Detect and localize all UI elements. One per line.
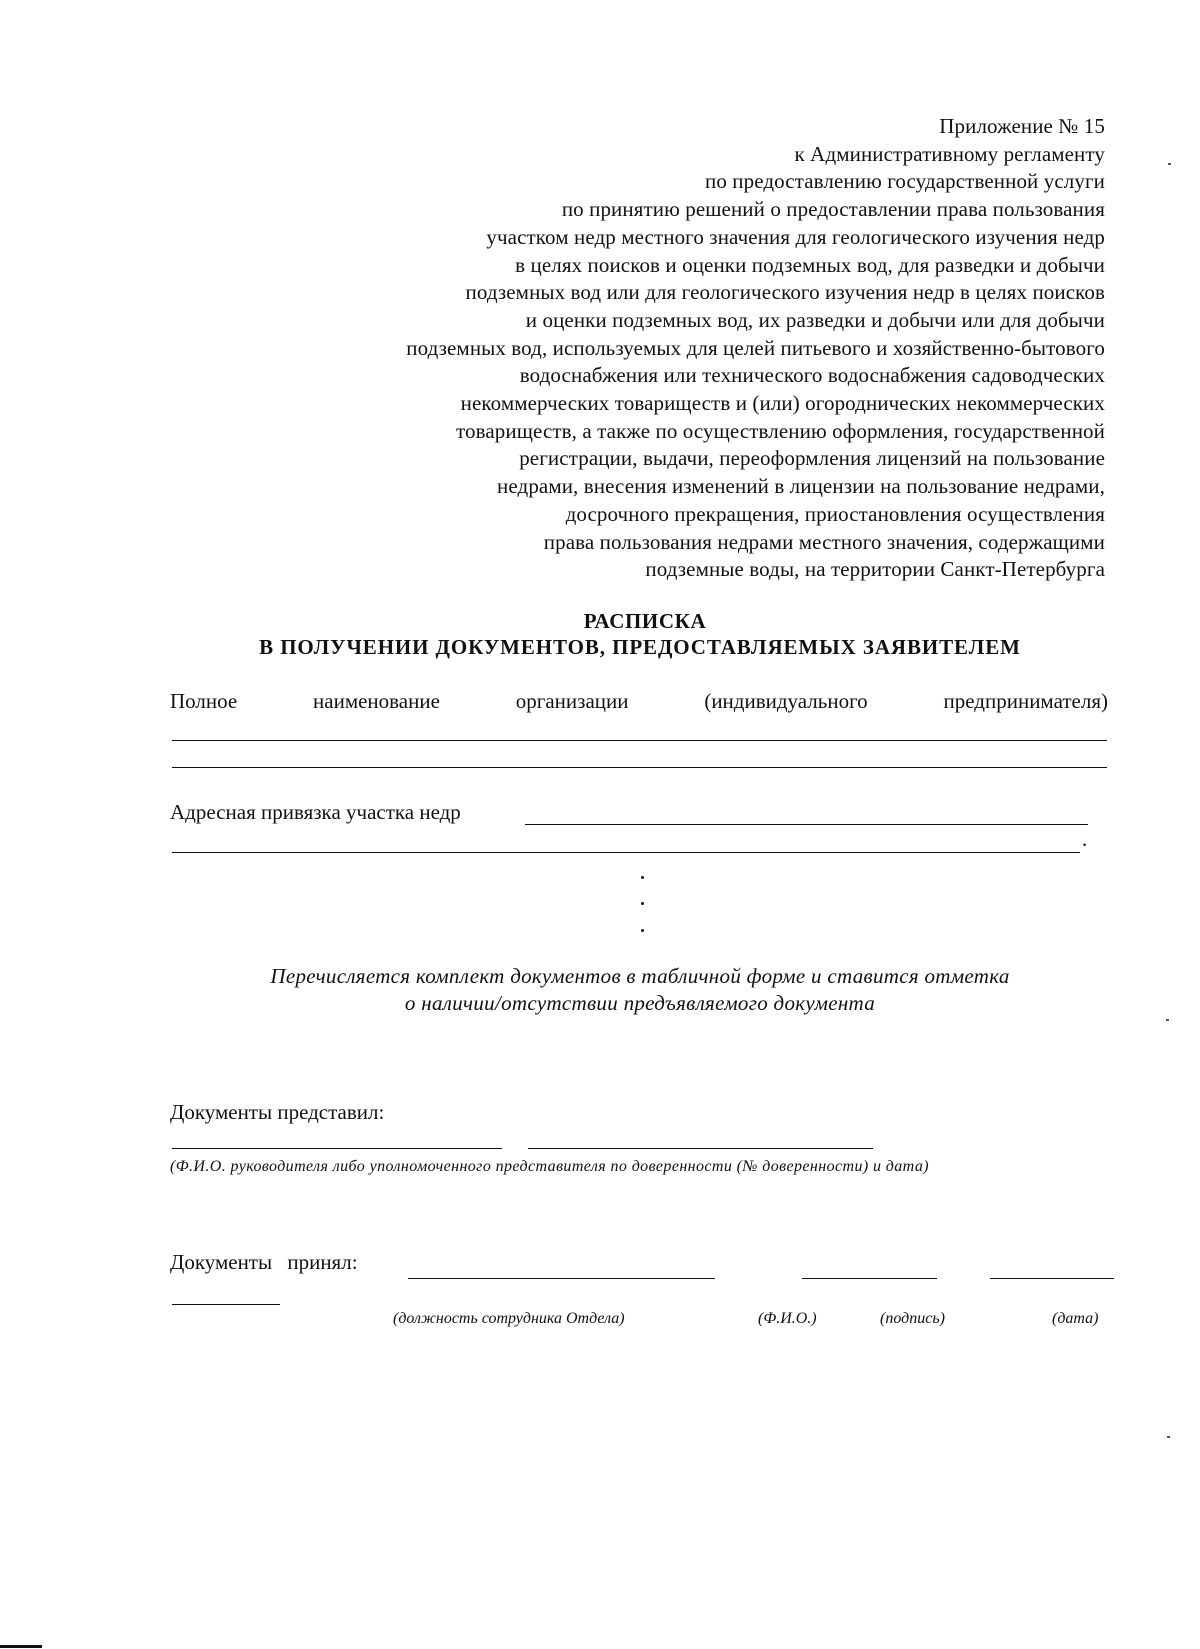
appendix-line: досрочного прекращения, приостановления осуществления	[565, 501, 1105, 526]
scan-edge-line	[0, 1645, 42, 1648]
accepted-position-line[interactable]	[408, 1278, 715, 1279]
appendix-line: и оценки подземных вод, их разведки и добычи или для добычи	[525, 307, 1105, 332]
appendix-line: подземных вод или для геологического изучения недр в целях поисков	[465, 280, 1105, 305]
ellipsis-dot	[641, 929, 644, 932]
caption-position: (должность сотрудника Отдела)	[393, 1310, 625, 1327]
appendix-line: недрами, внесения изменений в лицензии на пользование недрами,	[497, 474, 1105, 499]
appendix-line: в целях поисков и оценки подземных вод, для разведки и добычи	[515, 252, 1105, 277]
full-name-word: наименование	[313, 689, 440, 713]
appendix-line: по предоставлению государственной услуги	[705, 169, 1105, 194]
accepted-date-line[interactable]	[990, 1278, 1114, 1279]
full-name-word: (индивидуального	[704, 689, 868, 713]
documents-note: о наличии/отсутствии предъявляемого документа	[404, 991, 876, 1015]
ellipsis-dot	[641, 902, 644, 905]
appendix-line: подземных вод, используемых для целей питьевого и хозяйственно-бытового	[406, 335, 1105, 360]
address-label: Адресная привязка участка недр	[170, 800, 461, 824]
appendix-line: по принятию решений о предоставлении права пользования	[561, 197, 1105, 222]
address-blank-line[interactable]	[525, 824, 1088, 825]
full-name-blank-line[interactable]	[172, 767, 1107, 768]
accepted-label: Документы принял:	[170, 1250, 358, 1274]
submitted-caption: (Ф.И.О. руководителя либо уполномоченного представителя по доверенности (№ доверенности) и дата)	[170, 1158, 929, 1175]
address-blank-line[interactable]	[172, 852, 1080, 853]
caption-date: (дата)	[1052, 1310, 1099, 1327]
appendix-line: товариществ, а также по осуществлению оформления, государственной	[456, 418, 1105, 443]
ellipsis-dot	[641, 876, 644, 879]
caption-signature: (подпись)	[880, 1310, 945, 1327]
appendix-line: регистрации, выдачи, переоформления лицензий на пользование	[519, 446, 1105, 471]
full-name-word: организации	[515, 689, 629, 713]
appendix-line: водоснабжения или технического водоснабжения садоводческих	[519, 363, 1105, 388]
appendix-line: подземные воды, на территории Санкт-Петербурга	[645, 557, 1105, 582]
scan-mark	[1166, 1019, 1169, 1021]
appendix-line: Приложение № 15	[939, 114, 1105, 138]
accepted-continuation-line[interactable]	[172, 1304, 280, 1305]
receipt-title: РАСПИСКА	[583, 609, 707, 633]
full-name-word: Полное	[170, 689, 238, 713]
scan-mark	[1168, 163, 1171, 165]
full-name-label	[170, 689, 1108, 714]
full-name-blank-line[interactable]	[172, 740, 1107, 741]
submitted-name-line[interactable]	[172, 1148, 502, 1149]
submitted-date-line[interactable]	[528, 1148, 873, 1149]
documents-note: Перечисляется комплект документов в табличной форме и ставится отметка	[270, 964, 1010, 988]
appendix-header	[255, 113, 1105, 584]
full-name-word: предпринимателя)	[943, 689, 1108, 713]
accepted-fio-line[interactable]	[802, 1278, 937, 1279]
appendix-line: участком недр местного значения для геологического изучения недр	[486, 224, 1105, 249]
address-end-period: .	[1082, 827, 1088, 851]
appendix-line: права пользования недрами местного значения, содержащими	[543, 529, 1105, 554]
caption-fio: (Ф.И.О.)	[758, 1310, 817, 1327]
appendix-line: к Административному регламенту	[794, 141, 1105, 166]
scan-mark	[1167, 1436, 1170, 1438]
receipt-subtitle: В ПОЛУЧЕНИИ ДОКУМЕНТОВ, ПРЕДОСТАВЛЯЕМЫХ ЗАЯВИТЕЛЕМ	[259, 635, 1021, 659]
submitted-label: Документы представил:	[170, 1100, 385, 1124]
appendix-line: некоммерческих товариществ и (или) огороднических некоммерческих	[460, 391, 1105, 416]
